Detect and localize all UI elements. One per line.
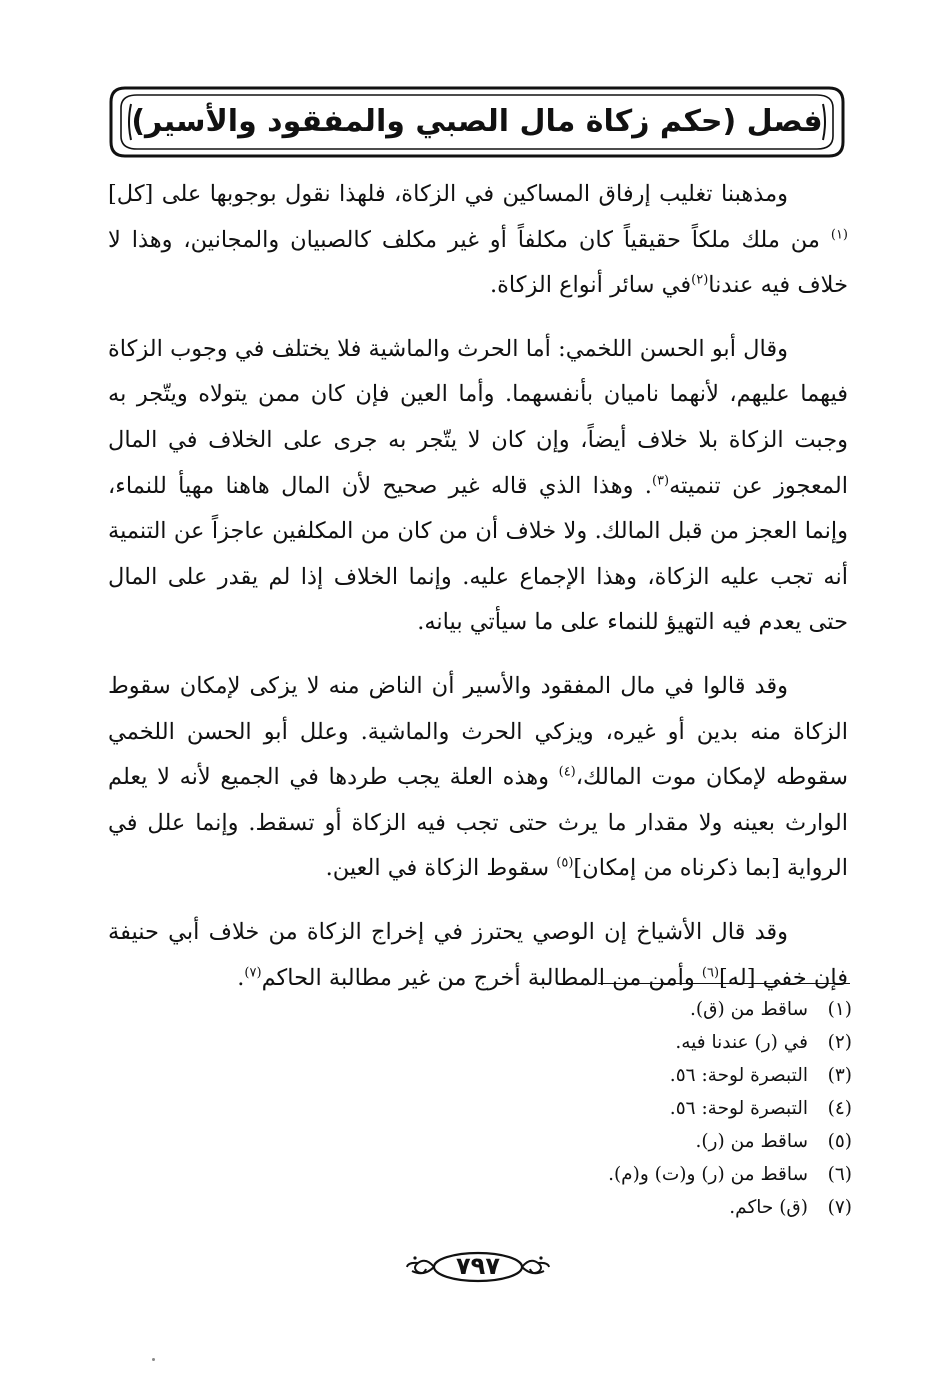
main-text [108,172,848,1019]
footnote-item [452,993,852,1026]
footnote-number: (٦) [827,1164,852,1185]
footnote-marker: (٣) [651,473,670,489]
scan-speck [152,1358,155,1361]
body-paragraph [108,327,848,646]
footnote-number: (٥) [827,1131,852,1152]
text-run: . وهذا الذي قاله غير صحيح لأن المال هاهنا مهيأ للنماء، وإنما العجز من قبل المالك. ولا خلاف أن من كان من المكلفين عاجزاً عن التنمية أنه تجب عليه الزكاة، وهذا الإجماع عليه. وإنما الخلاف إذا لم يقدر على المال حتى يعدم فيه التهيؤ للنماء على ما سيأتي بيانه. [108,472,848,636]
footnote-text: ساقط من (ر) و(ت) و(م). [608,1164,808,1185]
footnotes-list [452,993,852,1224]
page-number: ٧٩٧ [456,1252,500,1280]
footnote-item [452,1191,852,1224]
footnote-item [452,1026,852,1059]
footnote-separator [598,983,850,984]
text-run: . [237,964,245,991]
footnote-marker: (٤) [558,764,576,780]
footnote-number: (٧) [827,1197,852,1218]
text-run: وهذه العلة يجب طردها في الجميع لأنه لا يعلم الوارث بعينه ولا مقدار ما يرث حتى تجب فيه الزكاة أو تسقط. وإنما علل في الرواية [بما ذكرناه من إمكان] [108,764,848,882]
footnote-text: ساقط من (ر). [695,1131,808,1152]
footnote-text: في (ر) عندنا فيه. [675,1032,808,1053]
text-run: سقوط الزكاة في العين. [325,855,557,882]
text-run: وقد قالوا في مال المفقود والأسير أن الناض منه لا يزكى لإمكان سقوط الزكاة منه بدين أو غيره، ويزكي الحرث والماشية. وعلل أبو الحسن اللخمي سقوطه لإمكان موت المالك، [108,672,848,791]
footnote-marker: (٧) [244,965,262,980]
footnote-number: (٤) [827,1098,852,1119]
body-paragraph [108,910,848,1001]
text-run: من ملك ملكاً حقيقياً كان مكلفاً أو غير مكلف كالصبيان والمجانين، وهذا لا خلاف فيه عندنا [108,226,848,299]
footnote-text: (ق) حاكم. [729,1197,808,1218]
footnote-item [452,1059,852,1092]
footnote-item [452,1092,852,1125]
footnote-text: ساقط من (ق). [690,999,808,1020]
chapter-title: فصل (حكم زكاة مال الصبي والمفقود والأسير) [131,104,823,139]
footnote-number: (٣) [827,1065,852,1086]
footnote-marker: (٢) [691,272,709,288]
footnote-number: (٢) [827,1032,852,1053]
text-run: وقال أبو الحسن اللخمي: أما الحرث والماشية فلا يختلف في وجوب الزكاة فيهما عليهم، لأنهما ناميان بأنفسهما. وأما العين فإن كان ممن يتولاه ويتّجر به وجبت الزكاة بلا خلاف أيضاً، وإن كان لا يتّجر به جرى على الخلاف في المال المعجوز عن تنميته [108,335,848,499]
text-run: في سائر أنواع الزكاة. [489,272,692,299]
footnote-text: التبصرة لوحة: ٥٦. [669,1065,808,1086]
footnote-item [452,1158,852,1191]
page-number-ornament [404,1246,552,1288]
body-paragraph [108,172,848,309]
footnote-number: (١) [827,999,852,1020]
text-run: وأمن من المطالبة أخرج من غير مطالبة الحاكم [261,964,702,991]
footnote-text: التبصرة لوحة: ٥٦. [669,1098,808,1119]
footnote-marker: (٦) [701,965,720,980]
footnote-marker: (١) [830,227,848,243]
text-run: ومذهبنا تغليب إرفاق المساكين في الزكاة، فلهذا نقول بوجوبها على [كل] [108,181,788,207]
footnote-marker: (٥) [556,855,574,871]
footnote-item [452,1125,852,1158]
chapter-title-frame [107,84,847,160]
body-paragraph [108,664,848,892]
text-run: وقد قال الأشياخ إن الوصي يحترز في إخراج الزكاة من خلاف أبي حنيفة فإن خفي [له] [108,918,848,991]
